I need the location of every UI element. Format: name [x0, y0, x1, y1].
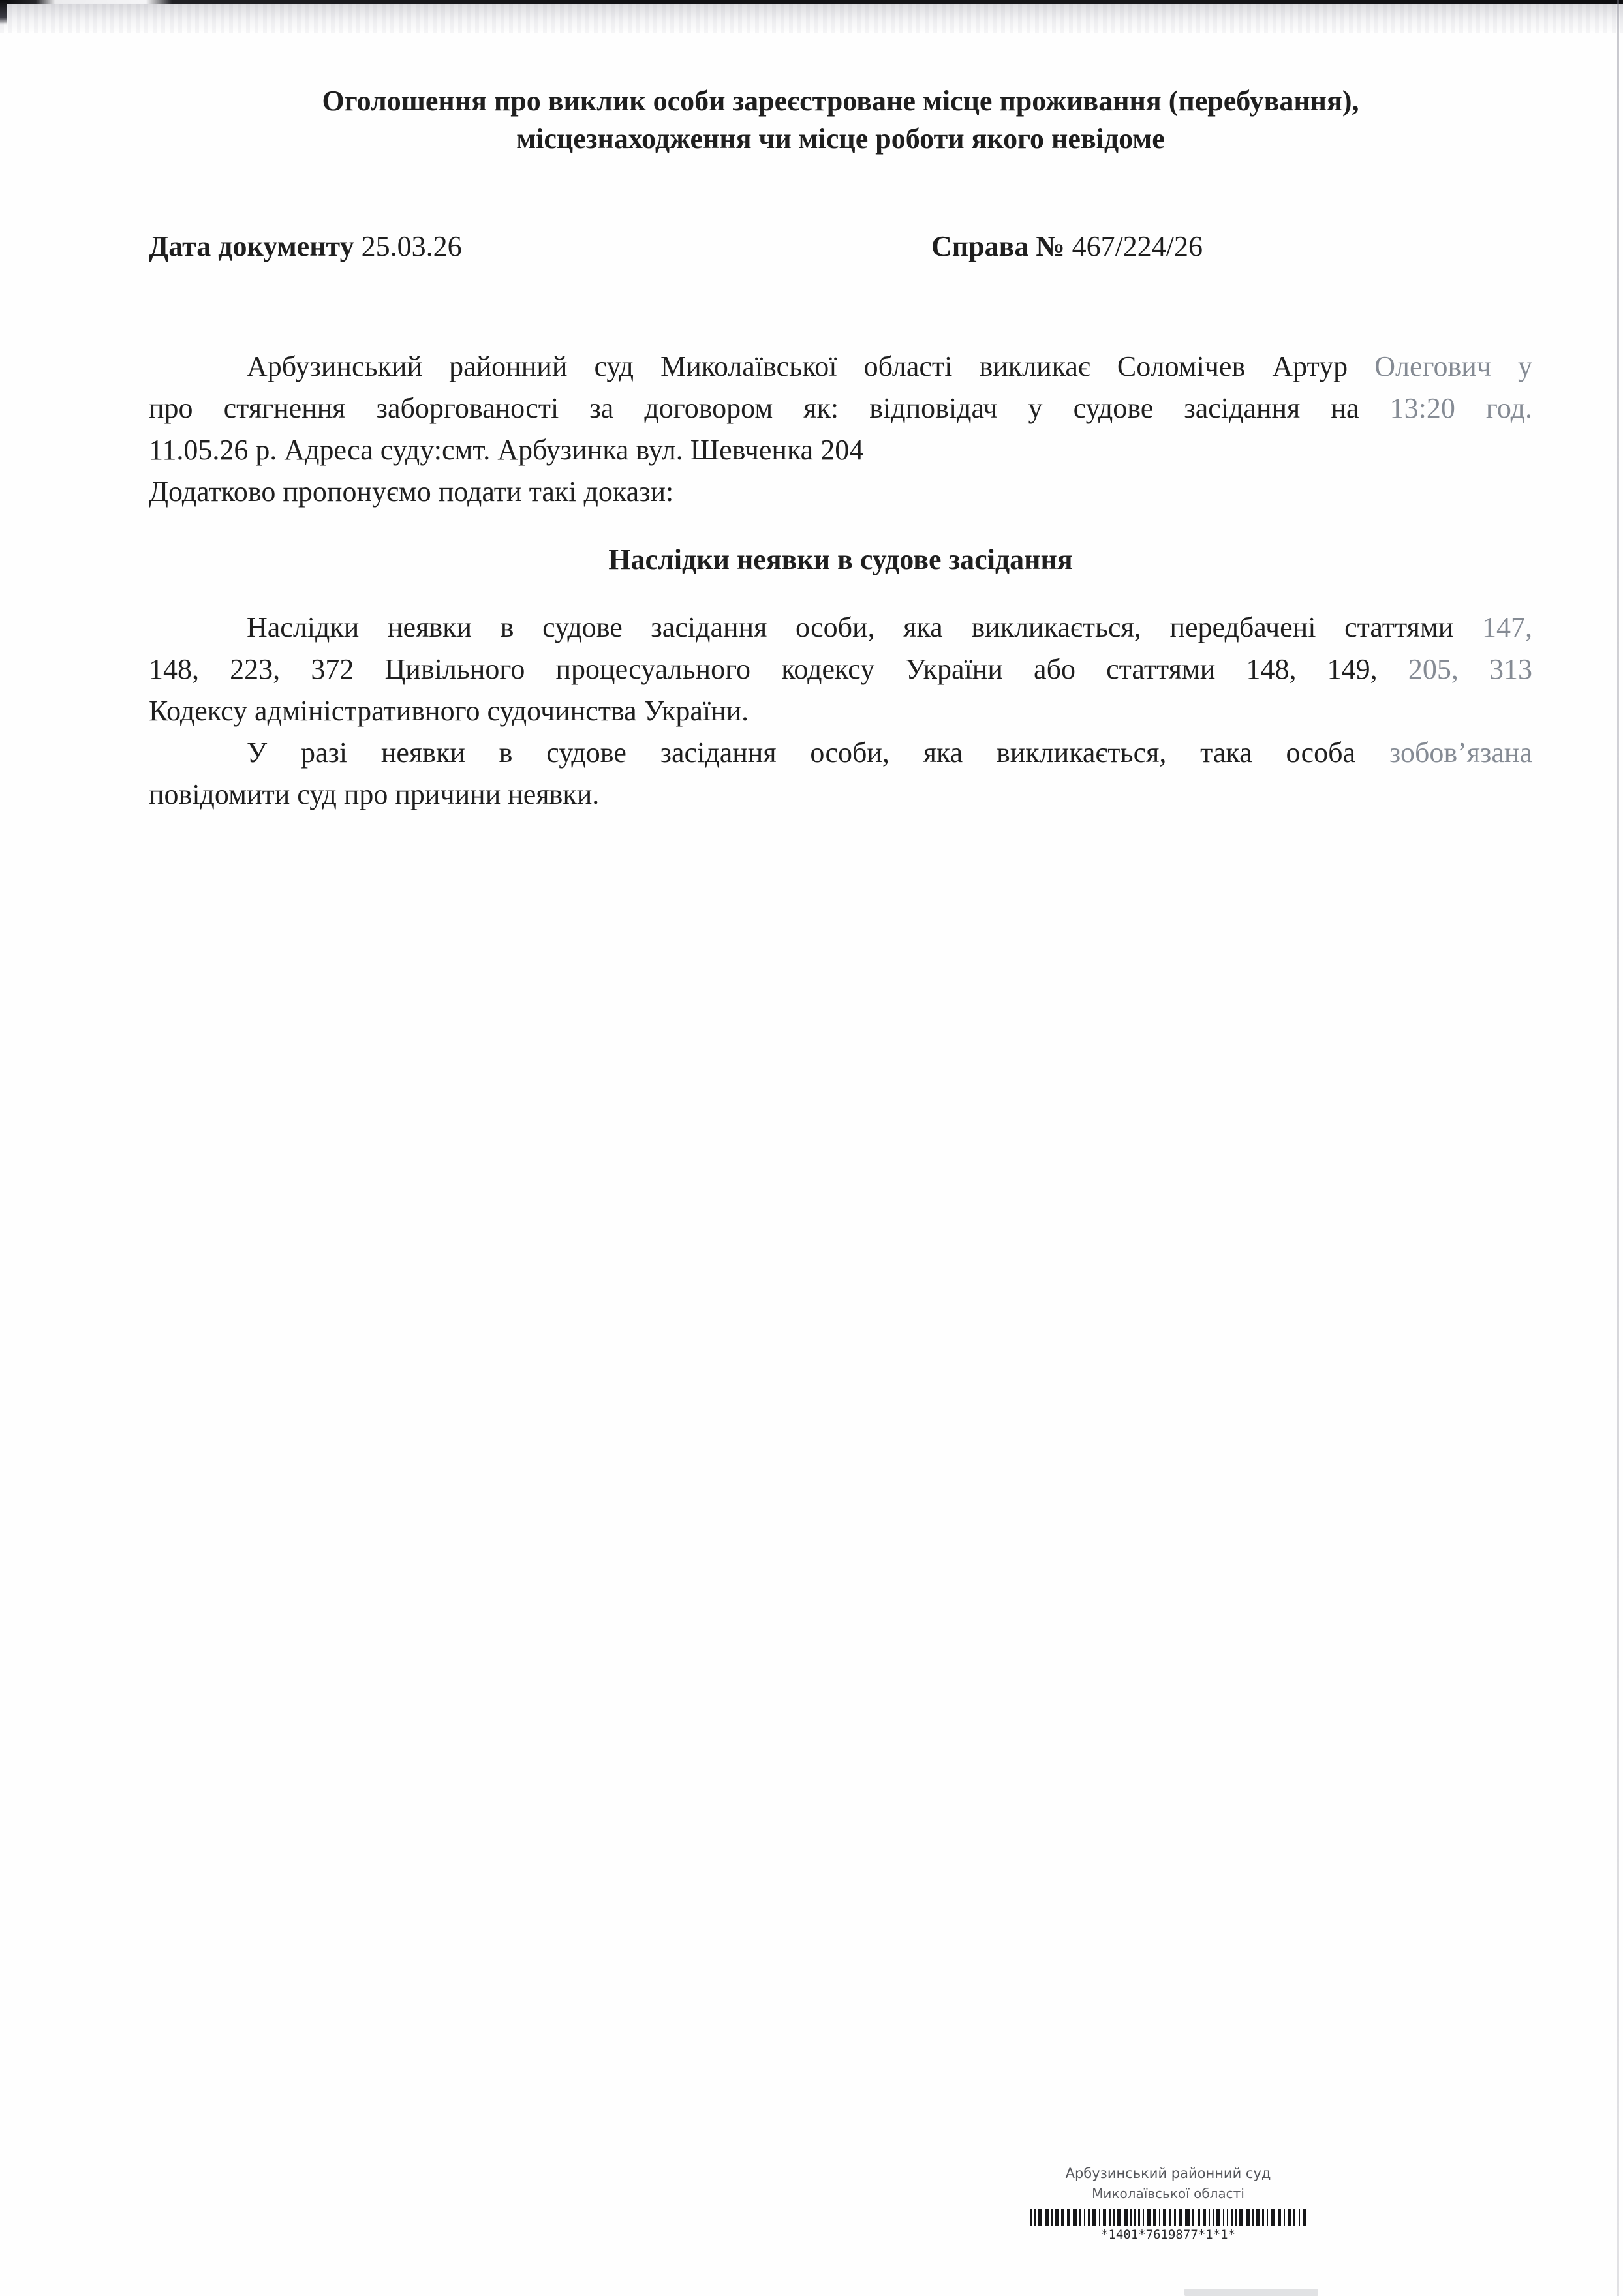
- text-line: [149, 732, 1532, 774]
- barcode-bar: [1124, 2209, 1128, 2226]
- text-segment: 11.05.26 р. Адреса суду:смт. Арбузинка вул. Шевченка 204: [149, 434, 864, 466]
- barcode-bar: [1203, 2209, 1206, 2226]
- barcode-bar: [1073, 2209, 1077, 2226]
- barcode-value: *1401*7619877*1*1*: [1101, 2227, 1235, 2242]
- case-value: 467/224/26: [1072, 230, 1203, 262]
- barcode-bar: [1278, 2209, 1281, 2226]
- footer-court-name-line-2: Миколаївської області: [1092, 2186, 1244, 2201]
- barcode-bar: [1079, 2209, 1081, 2226]
- text-segment: Арбузинський районний суд Миколаївської області викликає Соломічев Артур: [247, 350, 1375, 382]
- barcode-bar: [1143, 2209, 1144, 2226]
- barcode-bar: [1174, 2209, 1176, 2226]
- barcode-bar: [1231, 2209, 1233, 2226]
- barcode-bar: [1213, 2209, 1214, 2226]
- text-segment: Наслідки неявки в судове засідання особи, яка викликається, передбачені статтями: [247, 611, 1482, 643]
- text-segment: У разі неявки в судове засідання особи, яка викликається, така особа: [247, 737, 1389, 769]
- text-line: [149, 346, 1532, 388]
- barcode-bar: [1256, 2209, 1260, 2226]
- barcode-bar: [1192, 2209, 1194, 2226]
- text-line: [149, 649, 1532, 690]
- barcode-bar: [1055, 2209, 1059, 2226]
- barcode-bar: [1216, 2209, 1220, 2226]
- barcode-bar: [1293, 2209, 1295, 2226]
- barcode-bar: [1130, 2209, 1132, 2226]
- page-title: [149, 82, 1532, 158]
- barcode-bar: [1117, 2209, 1121, 2226]
- page-title-line-2: місцезнаходження чи місце роботи якого невідоме: [516, 123, 1165, 155]
- barcode-bar: [1288, 2209, 1291, 2226]
- date-value: 25.03.26: [361, 230, 462, 262]
- paragraph: [149, 607, 1532, 732]
- faded-text-segment: 13:20 год.: [1389, 392, 1532, 424]
- barcode-bar: [1045, 2209, 1049, 2226]
- text-segment: про стягнення заборгованості за договором як: відповідач у судове засідання на: [149, 392, 1390, 424]
- barcode-bar: [1169, 2209, 1171, 2226]
- barcode: [1030, 2209, 1306, 2226]
- faded-text-segment: зобов’язана: [1389, 737, 1532, 769]
- barcode-bar: [1092, 2209, 1096, 2226]
- barcode-bar: [1299, 2209, 1300, 2226]
- barcode-bar: [1223, 2209, 1224, 2226]
- barcode-bar: [1061, 2209, 1064, 2226]
- faded-text-segment: Олегович у: [1374, 350, 1532, 382]
- barcode-bar: [1185, 2209, 1190, 2226]
- barcode-bar: [1235, 2209, 1237, 2226]
- footer-court-name-line-1: Арбузинський районний суд: [1065, 2166, 1271, 2181]
- meta-row: [149, 228, 1532, 265]
- barcode-bar: [1179, 2209, 1182, 2226]
- barcode-bar: [1271, 2209, 1275, 2226]
- barcode-bar: [1246, 2209, 1250, 2226]
- scan-artifact-left-mark: [0, 0, 7, 25]
- text-line: [149, 388, 1532, 429]
- document-date: [149, 230, 462, 262]
- text-segment: Кодексу адміністративного судочинства України.: [149, 695, 749, 727]
- scan-artifact-bottom-smudge: [1184, 2289, 1318, 2296]
- barcode-bar: [1113, 2209, 1115, 2226]
- text-line: [149, 471, 1532, 513]
- text-line: [149, 690, 1532, 732]
- barcode-bar: [1147, 2209, 1151, 2226]
- barcode-bar: [1303, 2209, 1306, 2226]
- barcode-bar: [1084, 2209, 1085, 2226]
- text-line: [149, 429, 1532, 471]
- scan-artifact-right-edge: [1617, 0, 1619, 2296]
- barcode-bar: [1284, 2209, 1285, 2226]
- date-label: Дата документу: [149, 230, 354, 262]
- barcode-bar: [1109, 2209, 1111, 2226]
- barcode-bar: [1209, 2209, 1210, 2226]
- barcode-bar: [1252, 2209, 1254, 2226]
- barcode-bar: [1138, 2209, 1140, 2226]
- text-segment: 148, 223, 372 Цивільного процесуального кодексу України або статтями 148, 149,: [149, 653, 1408, 685]
- barcode-bar: [1198, 2209, 1200, 2226]
- barcode-bar: [1103, 2209, 1106, 2226]
- barcode-bar: [1153, 2209, 1156, 2226]
- barcode-bar: [1051, 2209, 1053, 2226]
- barcode-bar: [1227, 2209, 1228, 2226]
- text-segment: повідомити суд про причини неявки.: [149, 778, 600, 810]
- barcode-bar: [1038, 2209, 1042, 2226]
- barcode-bar: [1067, 2209, 1070, 2226]
- text-segment: Додатково пропонуємо подати такі докази:: [149, 476, 674, 508]
- barcode-bar: [1134, 2209, 1136, 2226]
- barcode-bar: [1262, 2209, 1264, 2226]
- faded-text-segment: 205, 313: [1408, 653, 1532, 685]
- barcode-bar: [1163, 2209, 1166, 2226]
- barcode-bar: [1159, 2209, 1160, 2226]
- paragraph: [149, 346, 1532, 513]
- faded-text-segment: 147,: [1482, 611, 1532, 643]
- barcode-bar: [1088, 2209, 1090, 2226]
- text-line: [149, 774, 1532, 816]
- barcode-bar: [1030, 2209, 1032, 2226]
- section-heading: Наслідки неявки в судове засідання: [608, 543, 1073, 575]
- barcode-bar: [1099, 2209, 1100, 2226]
- case-number: [931, 228, 1203, 265]
- scan-artifact-top-shadow: [0, 4, 1623, 33]
- text-line: [149, 607, 1532, 649]
- page-title-line-1: Оголошення про виклик особи зареєстроване місце проживання (перебування),: [322, 85, 1359, 117]
- barcode-bar: [1034, 2209, 1036, 2226]
- paragraph: [149, 732, 1532, 816]
- barcode-bar: [1239, 2209, 1243, 2226]
- barcode-bar: [1267, 2209, 1268, 2226]
- case-label: Справа №: [931, 230, 1065, 262]
